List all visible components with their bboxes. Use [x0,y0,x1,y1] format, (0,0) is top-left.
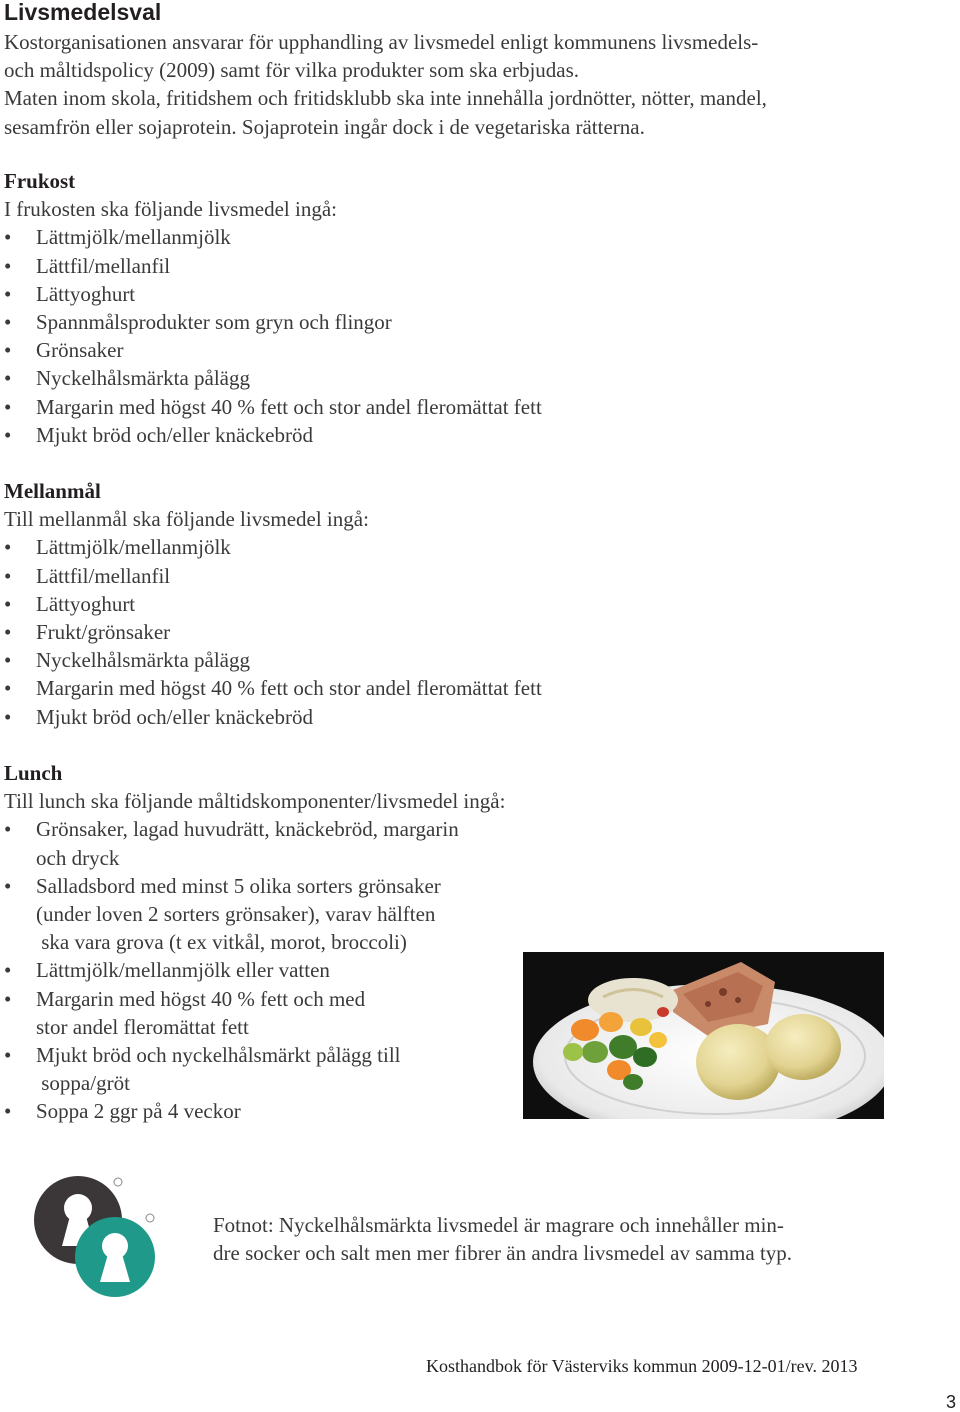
bullet-icon: • [4,225,12,250]
list-item-label: Mjukt bröd och/eller knäckebröd [36,704,313,729]
page-title: Livsmedelsval [4,0,162,25]
list-item-label: Margarin med högst 40 % fett och stor andel fleromättat fett [36,394,542,419]
page-footer: Kosthandbok för Västerviks kommun 2009-12-01/rev. 2013 [426,1356,858,1376]
bullet-icon: • [4,620,12,645]
bullet-icon: • [4,958,12,983]
list-item [4,421,542,449]
page-number: 3 [946,1392,957,1412]
list-item [4,590,542,618]
section-frukost [4,167,542,449]
list-item-line: soppa/gröt [36,1071,130,1096]
list-item-line: Margarin med högst 40 % fett och med [36,986,366,1011]
list-item-label: Lättyoghurt [36,591,136,616]
list-item-label: Margarin med högst 40 % fett och stor andel fleromättat fett [36,676,542,701]
list-item-label: Mjukt bröd och/eller knäckebröd [36,422,313,447]
lunch-plate-photo [523,952,884,1119]
list-item [4,618,542,646]
list-item-label: Frukt/grönsaker [36,620,171,645]
list-item-label: Nyckelhålsmärkta pålägg [36,366,250,391]
list-item-line: (under loven 2 sorters grönsaker), varav hälften [36,902,436,927]
footnote-line: dre socker och salt men mer fibrer än andra livsmedel av samma typ. [213,1241,793,1266]
list-item-line: och dryck [36,845,120,870]
bullet-list [4,533,542,730]
section-lunch [4,759,505,1126]
intro-paragraph [4,28,904,141]
list-item-line: ska vara grova (t ex vitkål, morot, broccoli) [36,930,407,955]
bullet-icon: • [4,676,12,701]
plate-illustration [523,952,884,1119]
section-mellanmal [4,477,542,731]
bullet-icon: • [4,366,12,391]
section-lead: I frukosten ska följande livsmedel ingå: [4,197,337,222]
list-item [4,815,505,871]
list-item-line: Mjukt bröd och nyckelhålsmärkt pålägg till [36,1043,401,1068]
bullet-icon: • [4,873,12,898]
list-item-label: Lättmjölk/mellanmjölk [36,535,231,560]
list-item [4,646,542,674]
bullet-icon: • [4,986,12,1011]
list-item-label: Lättyoghurt [36,281,136,306]
list-item-line: stor andel fleromättat fett [36,1014,249,1039]
list-item-line: Soppa 2 ggr på 4 veckor [36,1099,241,1124]
list-item-label: Lättmjölk/mellanmjölk [36,225,231,250]
section-heading: Mellanmål [4,479,101,503]
list-item [4,393,542,421]
list-item [4,364,542,392]
footnote-line: Fotnot: Nyckelhålsmärkta livsmedel är magrare och innehåller min- [213,1213,784,1237]
list-item-line: Salladsbord med minst 5 olika sorters grönsaker [36,873,441,898]
list-item [4,703,542,731]
bullet-icon: • [4,281,12,306]
list-item [4,985,505,1041]
list-item [4,872,505,957]
list-item-label: Nyckelhålsmärkta pålägg [36,648,250,673]
list-item [4,1097,505,1125]
list-item [4,308,542,336]
list-item-label: Lättfil/mellanfil [36,253,171,278]
bullet-icon: • [4,817,12,842]
bullet-icon: • [4,1043,12,1068]
list-item-line: Lättmjölk/mellanmjölk eller vatten [36,958,330,983]
intro-line: Maten inom skola, fritidshem och fritidsklubb ska inte innehålla jordnötter, nötter, mandel, [4,86,767,111]
section-lead: Till lunch ska följande måltidskomponenter/livsmedel ingå: [4,789,506,814]
list-item-label: Lättfil/mellanfil [36,563,171,588]
section-heading: Frukost [4,169,76,193]
list-item [4,562,542,590]
bullet-icon: • [4,310,12,335]
bullet-icon: • [4,704,12,729]
list-item-label: Grönsaker [36,338,124,363]
list-item [4,336,542,364]
bullet-icon: • [4,563,12,588]
bullet-list [4,815,505,1125]
intro-line: och måltidspolicy (2009) samt för vilka produkter som ska erbjudas. [4,58,580,83]
bullet-icon: • [4,338,12,363]
keyhole-logos [30,1172,165,1302]
list-item-line: Grönsaker, lagad huvudrätt, knäckebröd, margarin [36,817,459,842]
list-item [4,280,542,308]
bullet-icon: • [4,394,12,419]
list-item [4,674,542,702]
bullet-icon: • [4,535,12,560]
bullet-icon: • [4,422,12,447]
bullet-icon: • [4,1099,12,1124]
list-item [4,956,505,984]
bullet-list [4,223,542,449]
section-heading: Lunch [4,761,63,785]
list-item [4,252,542,280]
bullet-icon: • [4,253,12,278]
footnote [213,1211,903,1267]
list-item [4,223,542,251]
bullet-icon: • [4,591,12,616]
intro-line: Kostorganisationen ansvarar för upphandling av livsmedel enligt kommunens livsmedels- [4,30,759,54]
intro-line: sesamfrön eller sojaprotein. Sojaprotein ingår dock i de vegetariska rätterna. [4,114,645,139]
list-item [4,533,542,561]
section-lead: Till mellanmål ska följande livsmedel ingå: [4,507,369,532]
list-item [4,1041,505,1097]
list-item-label: Spannmålsprodukter som gryn och flingor [36,310,392,335]
bullet-icon: • [4,648,12,673]
